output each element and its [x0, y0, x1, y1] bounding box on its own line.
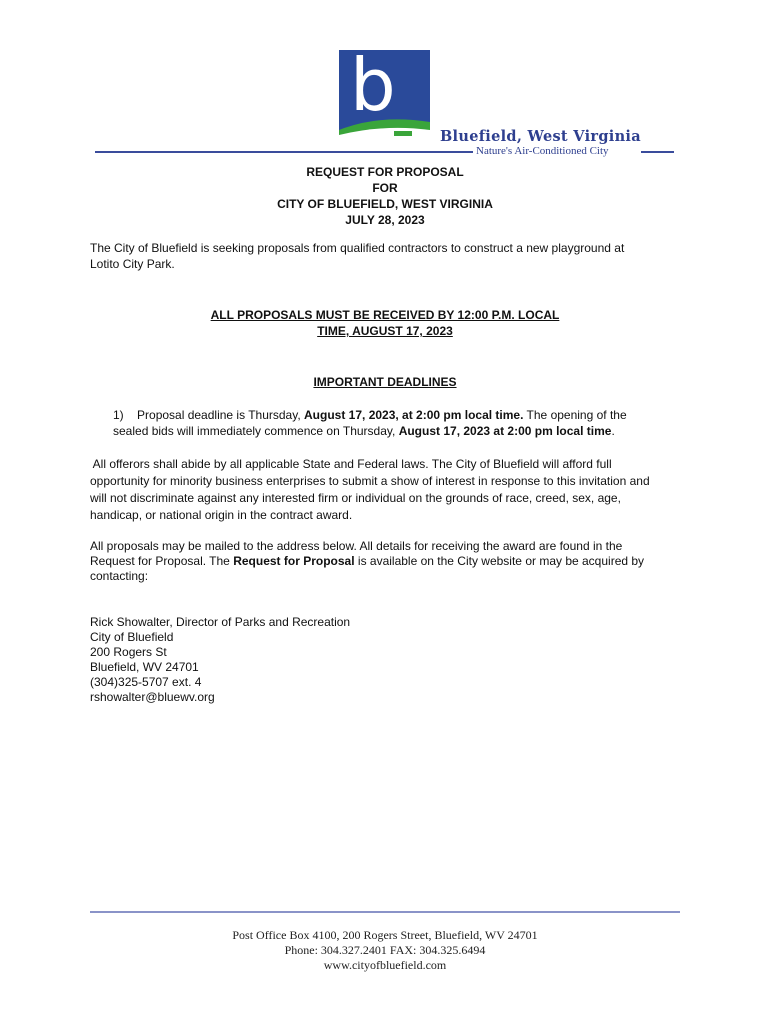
compliance-paragraph — [90, 456, 690, 524]
mailing-line-1: All proposals may be mailed to the address below. All details for receiving the award are found in the — [90, 539, 623, 553]
tagline: Nature's Air-Conditioned City — [476, 145, 609, 157]
item-number: 1) — [113, 408, 124, 422]
document-title — [0, 164, 770, 228]
footer-divider — [90, 911, 680, 913]
footer — [0, 928, 770, 973]
intro-line-1: The City of Bluefield is seeking proposals from qualified contractors to construct a new playground at — [90, 241, 625, 255]
item-bold-1: August 17, 2023, at 2:00 pm local time. — [304, 408, 524, 422]
deadline-item-1 — [113, 407, 673, 439]
compliance-line-3: will not discriminate against any interested firm or individual on the grounds of race, creed, sex, age, — [90, 491, 621, 505]
important-deadlines-heading-text: IMPORTANT DEADLINES — [313, 375, 457, 389]
mailing-line-2a: Request for Proposal. The — [90, 554, 234, 568]
title-line-2: FOR — [372, 181, 398, 195]
item-text-3: sealed bids will immediately commence on Thursday, — [113, 424, 399, 438]
intro-line-2: Lotito City Park. — [90, 257, 175, 271]
footer-address: Post Office Box 4100, 200 Rogers Street, Bluefield, WV 24701 — [232, 928, 538, 942]
header-divider-right — [641, 151, 674, 153]
important-deadlines-heading — [0, 374, 770, 390]
item-text-4: . — [611, 424, 615, 438]
title-line-1: REQUEST FOR PROPOSAL — [306, 165, 464, 179]
contact-email[interactable]: rshowalter@bluewv.org — [90, 690, 215, 704]
compliance-line-4: handicap, or national origin in the contract award. — [90, 508, 353, 522]
contact-street: 200 Rogers St — [90, 645, 167, 659]
contact-name: Rick Showalter, Director of Parks and Recreation — [90, 615, 351, 629]
deadline-notice-line-2: TIME, AUGUST 17, 2023 — [317, 324, 453, 338]
title-line-4: JULY 28, 2023 — [345, 213, 425, 227]
contact-city: Bluefield, WV 24701 — [90, 660, 199, 674]
logo-letter: b — [350, 50, 396, 127]
header-divider-left — [95, 151, 473, 153]
intro-paragraph — [90, 240, 690, 272]
footer-phone-fax: Phone: 304.327.2401 FAX: 304.325.6494 — [284, 943, 486, 957]
deadline-notice — [0, 307, 770, 339]
compliance-line-2: opportunity for minority business enterprises to submit a show of interest in response to this invitation and — [90, 474, 650, 488]
contact-phone: (304)325-5707 ext. 4 — [90, 675, 202, 689]
compliance-line-1: All offerors shall abide by all applicable State and Federal laws. The City of Bluefield will afford full — [90, 457, 612, 471]
org-name: Bluefield, West Virginia — [440, 128, 641, 145]
mailing-paragraph — [90, 539, 690, 584]
deadline-notice-line-1: ALL PROPOSALS MUST BE RECEIVED BY 12:00 P.M. LOCAL — [210, 308, 560, 322]
item-text-1: Proposal deadline is Thursday, — [137, 408, 305, 422]
item-text-2: The opening of the — [523, 408, 627, 422]
contact-block — [90, 615, 690, 705]
mailing-line-2c: is available on the City website or may be acquired by — [354, 554, 645, 568]
rfp-emphasis: Request for Proposal — [233, 554, 355, 568]
city-logo — [339, 50, 430, 142]
title-line-3: CITY OF BLUEFIELD, WEST VIRGINIA — [277, 197, 493, 211]
item-bold-2: August 17, 2023 at 2:00 pm local time — [398, 424, 612, 438]
mailing-line-3: contacting: — [90, 569, 149, 583]
contact-org: City of Bluefield — [90, 630, 174, 644]
footer-website[interactable]: www.cityofbluefield.com — [323, 958, 447, 972]
